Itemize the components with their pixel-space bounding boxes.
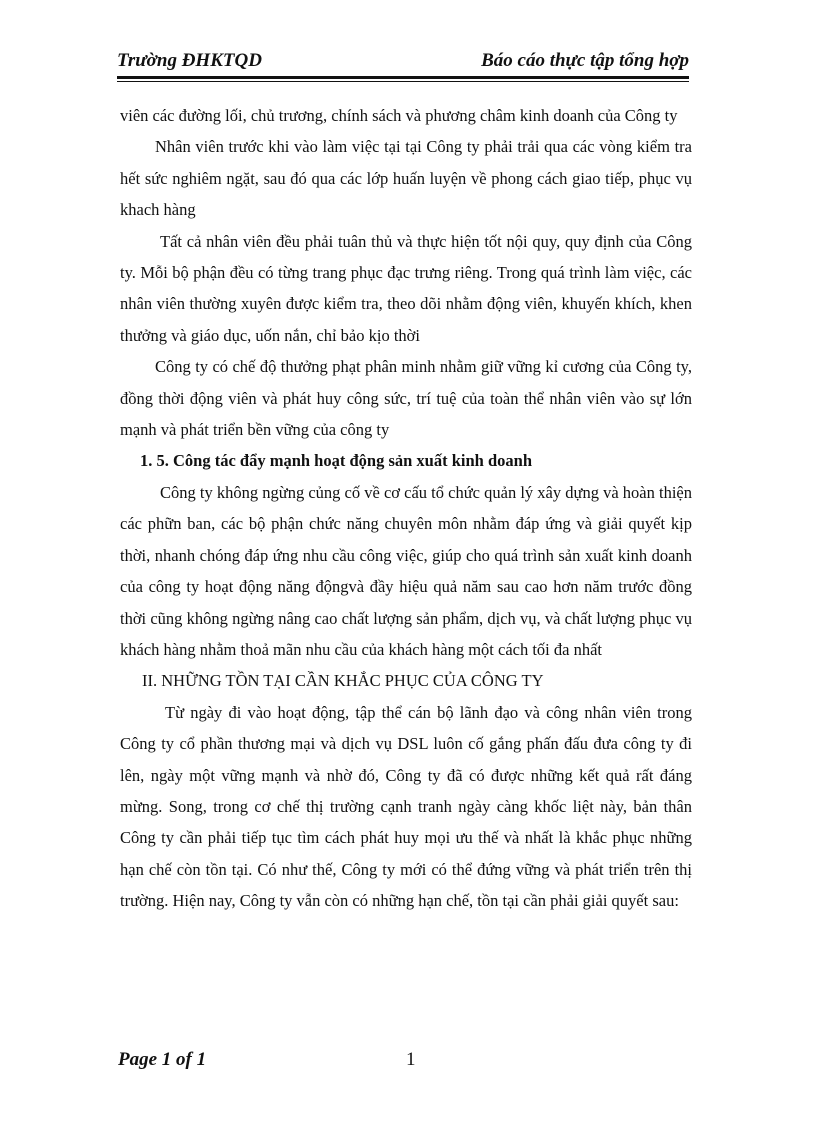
- paragraph: Tất cả nhân viên đều phải tuân thủ và thực hiện tốt nội quy, quy định của Công ty. Mỗi bộ phận đều có từng trang phục đạc trưng riêng. Trong quá trình làm việc, các nhân viên thường xuyên được kiểm tra, theo dõi nhằm động viên, khuyến khích, khen thưởng và giáo dục, uốn nắn, chỉ bảo kịo thời: [120, 231, 692, 345]
- footer-page-label: Page 1 of 1: [118, 1049, 207, 1070]
- header-school-name: Trường ĐHKTQD: [117, 50, 262, 71]
- section-heading-1-5: 1. 5. Công tác đẩy mạnh hoạt động sản xuất kinh doanh: [140, 451, 532, 471]
- paragraph: Từ ngày đi vào hoạt động, tập thể cán bộ lãnh đạo và công nhân viên trong Công ty cổ phần thương mại và dịch vụ DSL luôn cố gắng phấn đấu đưa công ty đi lên, ngày một vững mạnh và nhờ đó, Công ty đã có được những kết quả rất đáng mừng. Song, trong cơ chế thị trường cạnh tranh ngày càng khốc liệt này, bản thân Công ty cần phải tiếp tục tìm cách phát huy mọi ưu thế và nhất là khắc phục những hạn chế còn tồn tại. Có như thế, Công ty mới có thể đứng vững và phát triển trên thị trường. Hiện nay, Công ty vẫn còn có những hạn chế, tồn tại cần phải giải quyết sau:: [120, 702, 692, 911]
- paragraph: viên các đường lối, chủ trương, chính sách và phương châm kinh doanh của Công ty: [120, 106, 678, 125]
- document-body: [120, 100, 692, 917]
- header-divider-thin: [117, 81, 689, 82]
- paragraph: Công ty có chế độ thưởng phạt phân minh nhằm giữ vững kỉ cương của Công ty, đồng thời động viên và phát huy công sức, trí tuệ của toàn thể nhân viên vào sự lớn mạnh và phát triển bền vững của công ty: [120, 357, 692, 440]
- page-header: [117, 50, 689, 76]
- paragraph: Công ty không ngừng củng cố về cơ cấu tổ chức quản lý xây dựng và hoàn thiện các phữn ban, các bộ phận chức năng chuyên môn nhằm đáp ứng và giải quyết kịp thời, nhanh chóng đáp ứng nhu cầu công việc, giúp cho quá trình sản xuất kinh doanh của công ty hoạt động năng độngvà đầy hiệu quả năm sau cao hơn năm trước đồng thời cũng không ngừng nâng cao chất lượng sản phẩm, dịch vụ, và chất lượng phục vụ khách hàng nhằm thoả mãn nhu cầu của khách hàng một cách tối đa nhất: [120, 482, 692, 659]
- paragraph: Nhân viên trước khi vào làm việc tại tại Công ty phải trải qua các vòng kiểm tra hết sức nghiêm ngặt, sau đó qua các lớp huấn luyện về phong cách giao tiếp, phục vụ khach hàng: [120, 137, 692, 220]
- header-report-title: Báo cáo thực tập tổng hợp: [481, 50, 689, 71]
- header-divider: [117, 76, 689, 79]
- footer-page-number: 1: [406, 1049, 416, 1070]
- section-heading-ii: II. NHỮNG TỒN TẠI CẦN KHẮC PHỤC CỦA CÔNG TY: [142, 671, 544, 691]
- page-footer: [118, 1049, 690, 1077]
